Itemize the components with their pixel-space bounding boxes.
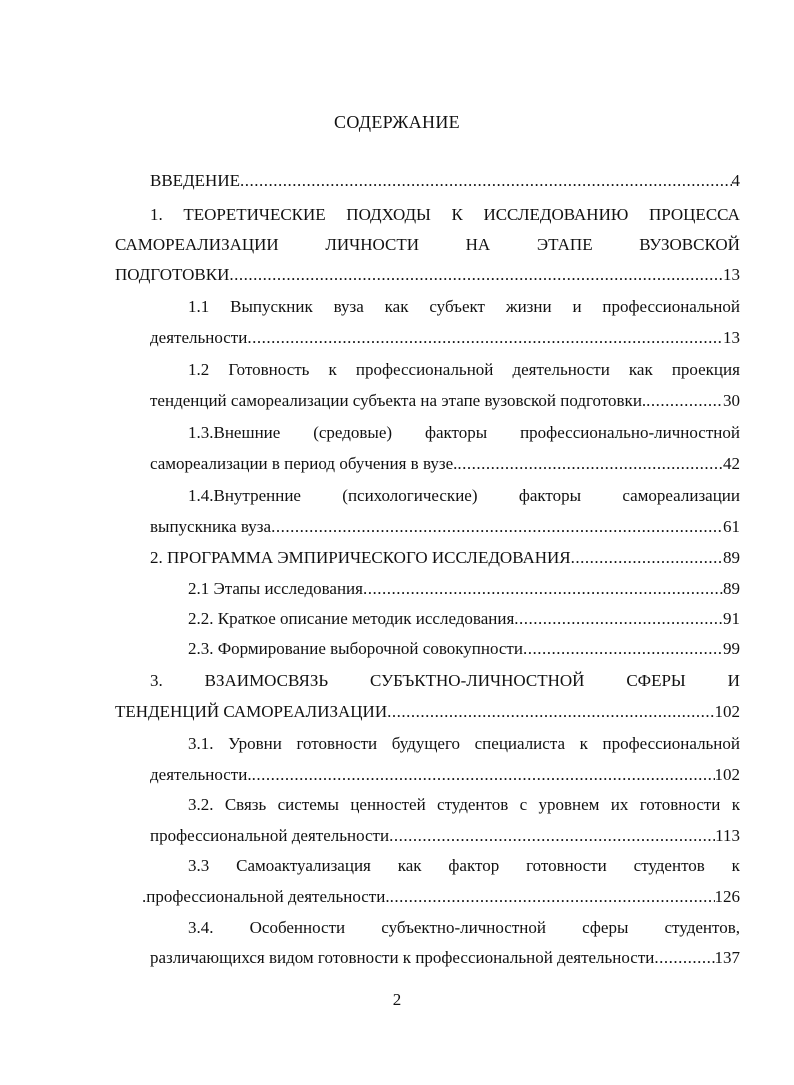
entry-text: деятельности [512, 360, 610, 379]
entry-text: 2.2. Краткое описание методик исследования [188, 609, 515, 628]
page-number: 2 [392, 990, 402, 1009]
toc-entry-1-4-line1 [188, 484, 740, 508]
dot-leader [654, 946, 714, 970]
entry-text: .профессиональной деятельности. [142, 887, 390, 906]
entry-text: 3.2. [188, 795, 214, 814]
entry-text: 3.4. [188, 918, 214, 937]
page-ref: 102 [714, 702, 740, 721]
entry-text: к [731, 795, 740, 814]
entry-text: проекция [671, 360, 740, 379]
entry-text: ценностей [350, 795, 426, 814]
entry-text: специалиста [474, 734, 566, 753]
page-ref: 126 [714, 887, 740, 906]
page-ref: 137 [714, 948, 740, 967]
entry-text: выпускника вуза [150, 517, 272, 536]
toc-entry-1-2-line2 [150, 389, 740, 413]
entry-text: 1. [150, 205, 163, 224]
entry-text: фактор [448, 856, 500, 875]
entry-text: ПОДГОТОВКИ [115, 265, 230, 284]
dot-leader [389, 824, 715, 848]
toc-entry-1-3-line2 [150, 452, 740, 476]
toc-entry-ch1-line3 [115, 263, 740, 287]
toc-entry-ch1-line1 [150, 203, 740, 227]
entry-text: Готовность [228, 360, 310, 379]
entry-text: студентов [633, 856, 705, 875]
entry-text: готовности [526, 856, 607, 875]
entry-text: ВЗАИМОСВЯЗЬ [204, 671, 329, 690]
dot-leader [247, 326, 723, 350]
entry-text: (средовые) [313, 423, 393, 442]
dot-leader [390, 885, 715, 909]
entry-text: с [519, 795, 528, 814]
entry-text: ПРОЦЕССА [648, 205, 740, 224]
dot-leader [523, 637, 723, 661]
entry-text: ВУЗОВСКОЙ [639, 235, 740, 254]
entry-text: как [628, 360, 653, 379]
toc-entry-3-2-line1 [188, 793, 740, 817]
toc-entry-1-2-line1 [188, 358, 740, 382]
toc-entry-1-1-line2 [150, 326, 740, 350]
entry-text: к [328, 360, 337, 379]
toc-entry-1-4-line2 [150, 515, 740, 539]
toc-entry-2-1 [188, 577, 740, 601]
entry-text: Связь [224, 795, 267, 814]
entry-text: вуза [333, 297, 364, 316]
toc-entry-ch3-line1 [150, 669, 740, 693]
entry-text: СФЕРЫ [626, 671, 686, 690]
entry-text: К [451, 205, 463, 224]
entry-text: 1.4.Внутренние [188, 486, 301, 505]
dot-leader [271, 515, 723, 539]
entry-text: деятельности. [150, 765, 252, 784]
entry-text: НА [465, 235, 491, 254]
entry-text: ТЕНДЕНЦИЙ САМОРЕАЛИЗАЦИИ [115, 702, 388, 721]
page-ref: 4 [731, 171, 740, 190]
entry-text: профессионально-личностной [520, 423, 740, 442]
entry-text: субъект [429, 297, 485, 316]
page-title: СОДЕРЖАНИЕ [334, 112, 460, 132]
entry-text: (психологические) [342, 486, 478, 505]
entry-text: и [572, 297, 582, 316]
entry-text: 1.1 [188, 297, 210, 316]
entry-text: их [610, 795, 629, 814]
toc-entry-3-3-line2 [142, 885, 740, 909]
entry-text: уровнем [538, 795, 600, 814]
toc-entry-3-4-line1 [188, 916, 740, 940]
dot-leader [363, 577, 723, 601]
page-ref: 99 [723, 639, 740, 658]
toc-entry-1-1-line1 [188, 295, 740, 319]
page-ref: 13 [723, 328, 740, 347]
entry-text: субъектно-личностной [381, 918, 546, 937]
entry-text: самореализации в период обучения в вузе. [150, 454, 458, 473]
dot-leader [457, 452, 723, 476]
dot-leader [252, 763, 715, 787]
dot-leader [571, 546, 723, 570]
toc-entry-3-1-line1 [188, 732, 740, 756]
entry-text: факторы [518, 486, 582, 505]
entry-text: профессиональной [602, 734, 740, 753]
entry-text: как [397, 856, 422, 875]
entry-text: тенденций самореализации субъекта на этапе вузовской подготовки. [150, 391, 647, 410]
entry-text: Выпускник [230, 297, 313, 316]
entry-text: ПОДХОДЫ [346, 205, 431, 224]
entry-text: жизни [505, 297, 552, 316]
page-ref: 91 [723, 609, 740, 628]
entry-text: студентов, [664, 918, 740, 937]
toc-entry-2-3 [188, 637, 740, 661]
entry-text: ЭТАПЕ [536, 235, 593, 254]
entry-text: САМОРЕАЛИЗАЦИИ [115, 235, 279, 254]
entry-text: ИССЛЕДОВАНИЮ [483, 205, 629, 224]
page-ref: 30 [723, 391, 740, 410]
page-ref: 89 [723, 548, 740, 567]
entry-text: 1.3.Внешние [188, 423, 281, 442]
page-ref: 61 [723, 517, 740, 536]
dot-leader [229, 263, 723, 287]
entry-text: готовности [296, 734, 378, 753]
dot-leader [646, 389, 723, 413]
toc-entry-ch3-line2 [115, 700, 740, 724]
toc-entry-2-2 [188, 607, 740, 631]
entry-text: к [579, 734, 588, 753]
entry-text: 2.3. Формирование выборочной совокупности [188, 639, 523, 658]
entry-text: сферы [582, 918, 629, 937]
dot-leader [514, 607, 723, 631]
entry-text: 3.3 [188, 856, 210, 875]
entry-text: 3. [150, 671, 163, 690]
entry-text: Уровни [228, 734, 282, 753]
entry-text: ВВЕДЕНИЕ [150, 171, 240, 190]
toc-entry-ch1-line2 [115, 233, 740, 257]
toc-entry-intro [150, 169, 740, 193]
entry-text: профессиональной [355, 360, 494, 379]
entry-text: ЛИЧНОСТИ [325, 235, 419, 254]
entry-text: И [727, 671, 740, 690]
entry-text: готовности [639, 795, 721, 814]
entry-text: к [731, 856, 740, 875]
entry-text: 1.2 [188, 360, 210, 379]
entry-text: будущего [391, 734, 461, 753]
entry-text: системы [277, 795, 339, 814]
toc-entry-3-4-line2 [150, 946, 740, 970]
toc-entry-1-3-line1 [188, 421, 740, 445]
toc-entry-3-1-line2 [150, 763, 740, 787]
entry-text: факторы [424, 423, 488, 442]
toc-entry-3-3-line1 [188, 854, 740, 878]
entry-text: самореализации [622, 486, 740, 505]
entry-text: 2. ПРОГРАММА ЭМПИРИЧЕСКОГО ИССЛЕДОВАНИЯ [150, 548, 571, 567]
entry-text: как [384, 297, 409, 316]
entry-text: студентов [437, 795, 509, 814]
entry-text: СУБЪКТНО-ЛИЧНОСТНОЙ [370, 671, 585, 690]
page-ref: 13 [723, 265, 740, 284]
entry-text: Особенности [249, 918, 346, 937]
entry-text: 2.1 Этапы исследования [188, 579, 363, 598]
page-ref: 42 [723, 454, 740, 473]
page-ref: 102 [714, 765, 740, 784]
dot-leader [240, 169, 732, 193]
entry-text: 3.1. [188, 734, 214, 753]
entry-text: ТЕОРЕТИЧЕСКИЕ [183, 205, 326, 224]
entry-text: профессиональной [602, 297, 740, 316]
entry-text: Самоактуализация [236, 856, 371, 875]
toc-entry-3-2-line2 [150, 824, 740, 848]
page-ref: 113 [715, 826, 740, 845]
entry-text: деятельности [150, 328, 248, 347]
toc-entry-ch2 [150, 546, 740, 570]
page-ref: 89 [723, 579, 740, 598]
entry-text: профессиональной деятельности [150, 826, 390, 845]
dot-leader [387, 700, 714, 724]
entry-text: различающихся видом готовности к профессиональной деятельности [150, 948, 655, 967]
